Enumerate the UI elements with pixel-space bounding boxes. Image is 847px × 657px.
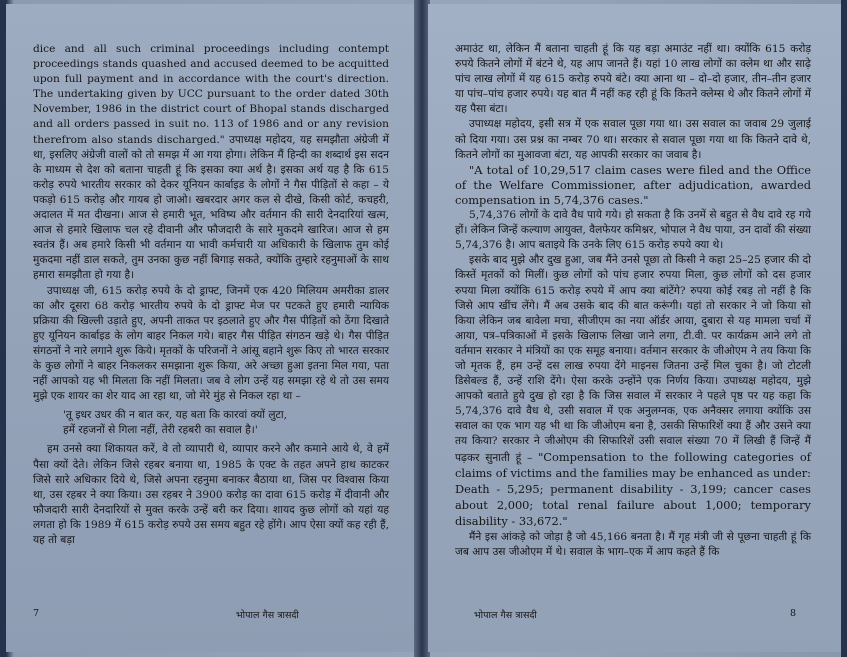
left-page-number: 7 [33, 608, 40, 619]
right-paragraph-5: मैंने इस आंकड़े को जोड़ा है जो 45,166 बनता है। मैं गृह मंत्री जी से पूछना चाहती हूं कि जब आप उस जीओएम में थे। सवाल के भाग–एक में आप कहते हैं कि [455, 531, 811, 559]
right-running-title: भोपाल गैस त्रासदी [474, 610, 537, 621]
left-paragraph-1: dice and all such criminal proceedings including contempt proceedings stands quashed and accused deemed to be acquitted upon full payment and in accordance with the court's direction. The undertaking given by UCC pursuant to the order dated 30th November, 1986 in the district court of Bhopal stands discharged and all orders passed in suit no. 113 of 1986 and or any revision therefrom also stands discharged." उपाध्यक्ष महोदय, यह समझौता अंग्रेजी में था, इसलिए अंग्रेजी वालों को तो समझ में आ गया होगा। लेकिन मैं हिन्दी का शब्दार्थ इस सदन के माध्यम से देश को बताना चाहती हूं कि इसका क्या अर्थ है। इसका अर्थ यह है कि 615 करोड़ रुपये भारतीय सरकार को देकर यूनियन कार्बाइड के लोगों ने गैस पीड़ितों से कहा – ये पकड़ो 615 करोड़ और गायब हो जाओ। खबरदार अगर कल से दीखे, किसी कोर्ट, कचहरी, अदालत में मत दीखना। आज से हमारी भूत, भविष्य और वर्तमान की सारी देनदारियां खत्म, आज से हमारे खिलाफ चल रहे दीवानी और फौजदारी के सारे मुकदमे खारिज। आज से हम स्वतंत्र हैं। अब हमारे किसी भी वर्तमान या भावी कर्मचारी या अधिकारी के खिलाफ तुम कोई मुकदमा नहीं डाल सकते, तुम उनका कुछ नहीं बिगाड़ सकते, क्योंकि तुम्हारे रहनुमाओं के साथ हमारा समझौता हो गया है। [33, 43, 389, 282]
compensation-quote: "Compensation to the following categories of claims of victims and the families may be enhanced as under: Death - 5,295; permanent disability - 3,199; cancer cases about 2,000; total renal failure about 1,000; temporary disability - 33,672." [455, 449, 811, 528]
right-page [428, 4, 841, 652]
poem-line-1: 'तू इधर उधर की न बात कर, यह बता कि कारवां क्यों लुटा, [63, 409, 288, 422]
right-paragraph-2: उपाध्यक्ष महोदय, इसी सत्र में एक सवाल पूछा गया था। उस सवाल का जवाब 29 जुलाई को दिया गया। उस प्रश्न का नम्बर 70 था। सरकार से सवाल पूछा गया था कि कितने दावे थे, कितने लोगों का मुआवजा बंटा, यह आपकी सरकार का जवाब है। [455, 118, 811, 161]
right-paragraph-3: 5,74,376 लोगों के दावे वैध पाये गये। हो सकता है कि उनमें से बहुत से वैध दावे रह गये हों। लेकिन जिन्हें कल्याण आयुक्त, वैलफेयर कमिश्नर, भोपाल ने वैध पाया, उन दावों की संख्या 5,74,376 है। आप बताइये कि उनके लिए 615 करोड़ रुपये क्या थे। [455, 209, 811, 252]
book-edge [841, 0, 847, 657]
right-page-number: 8 [790, 608, 797, 619]
english-quote: "A total of 10,29,517 claim cases were filed and the Office of the Welfare Commissioner, after adjudication, awarded compensation in 5,74,376 cases." [455, 162, 811, 207]
left-paragraph-2: उपाध्यक्ष जी, 615 करोड़ रुपये के दो ड्राफ्ट, जिनमें एक 420 मिलियम अमरीका डालर का और दूसरा 68 करोड़ भारतीय रुपये के दो ड्राफ्ट मेज पर पटकते हुए हमारी न्यायिक प्रक्रिया की खिल्ली उड़ाते हुए, अपनी ताकत पर इठलाते हुए और गैस पीड़ितों को ठेंगा दिखाते हुए यूनियन कार्बाइड के लोग बाहर निकल गये। बाहर गैस पीड़ित संगठन खड़े थे। गैस पीड़ित संगठनों ने नारे लगाने शुरू किये। मृतकों के परिजनों ने आंसू बहाने शुरू किए तो भारत सरकार के कुछ लोगों ने बाहर निकलकर समझाना शुरू किया, अरे अच्छा हुआ इतना मिल गया, पता नहीं आपको यह भी मिलता कि नहीं मिलता। जब वे लोग उन्हें यह समझा रहे थे तो उस समय मुझे एक शायर का शेर याद आ रहा था, जो मेरे मुंह से निकल रहा था – [33, 284, 389, 403]
right-page-body [455, 42, 811, 560]
poem-line-2: हमें रहजनों से गिला नहीं, तेरी रहबरी का सवाल है।' [63, 424, 258, 437]
left-page-body [33, 42, 389, 548]
right-paragraph-4 [455, 253, 811, 530]
left-running-title: भोपाल गैस त्रासदी [236, 610, 299, 621]
left-page [6, 4, 416, 652]
left-paragraph-3: हम उनसे क्या शिकायत करें, वे तो व्यापारी थे, व्यापार करने और कमाने आये थे, वे हमें पैसा क्यों देते। लेकिन जिसे रहबर बनाया था, 1985 के एक्ट के तहत अपने हाथ काटकर जिसे सारे अधिकार दिये थे, जिसे अपना रहनुमा बनाकर बैठाया था, जिस पर विश्वास किया था, उस रहबर ने क्या किया। उस रहबर ने 3900 करोड़ का दावा 615 करोड़ में दीवानी और फौजदारी सारी देनदारियों से मुक्त करके उन्हें बरी कर दिया। शायद कुछ लोगों को यहां यह लगता हो कि 1989 में 615 करोड़ रुपये उस समय बहुत रहे होंगे। आप ऐसा क्यों कह रही हैं, यह तो बड़ा [33, 443, 389, 546]
right-paragraph-1: अमाउंट था, लेकिन मैं बताना चाहती हूं कि यह बड़ा अमाउंट नहीं था। क्योंकि 615 करोड़ रुपये कितने लोगों में बंटने थे, यह आप जानते हैं। यहां 10 लाख लोगों का क्लेम था और साढ़े पांच लाख लोगों में यह 615 करोड़ रुपये बंटे। क्या आना था – दो–दो हजार, तीन–तीन हजार या पांच–पांच हजार रुपये। यह बात मैं नहीं कह रही हूं कि कितने क्लेम्स थे और कितने लोगों में यह पैसा बंटा। [455, 43, 811, 116]
right-paragraph-4-hindi: इसके बाद मुझे और दुख हुआ, जब मैंने उनसे पूछा तो किसी ने कहा 25–25 हजार की दो किस्तें मृतकों को मिलीं। कुछ लोगों को पांच हजार रुपया मिला, कुछ लोगों को दस हजार रुपया मिला क्योंकि 615 करोड़ रुपये में आप क्या बांटेंगे? रुपया कोई रबड़ तो नहीं है कि जिसे आप खींच लेंगे। मैं अब उसके बाद की बात करूंगी। यहां तो सरकार ने जो किया सो किया लेकिन जब बावेला मचा, सीजीएम का नया ऑर्डर आया, दुबारा से यह मामला चर्चा में आया, पत्र–पत्रिकाओं में इसके खिलाफ लिखा जाने लगा, टी.वी. पर कार्यक्रम आने लगे तो वर्तमान सरकार ने मंत्रियों का एक समूह बनाया। वर्तमान सरकार के जीओएम ने तय किया कि जो मृतक हैं, हम उन्हें दस लाख रुपया देंगे माइनस जितना उन्हें मिल चुका है। जो टोटली डिसेबल्ड हैं, उन्हें राशि देंगे। ऐसा करके उन्होंने एक निर्णय किया। उपाध्यक्ष महोदय, मुझे आपको बताते हुये दुख हो रहा है कि जिस सवाल में सरकार ने पहले पृष्ठ पर यह कहा कि 5,74,376 दावे वैध थे, उसी सवाल में एक अनुलग्नक, एक अनैक्सर लगाया क्योंकि उस सवाल का एक भाग यह भी था कि जीओएम बना है, उसकी सिफारिशें क्या हैं और उसने क्या तय किया? सरकार ने जीओएम की सिफारिशें उसी सवाल संख्या 70 में लिखी हैं जिन्हें मैं पढ़कर सुनाती हूं – [455, 254, 811, 464]
